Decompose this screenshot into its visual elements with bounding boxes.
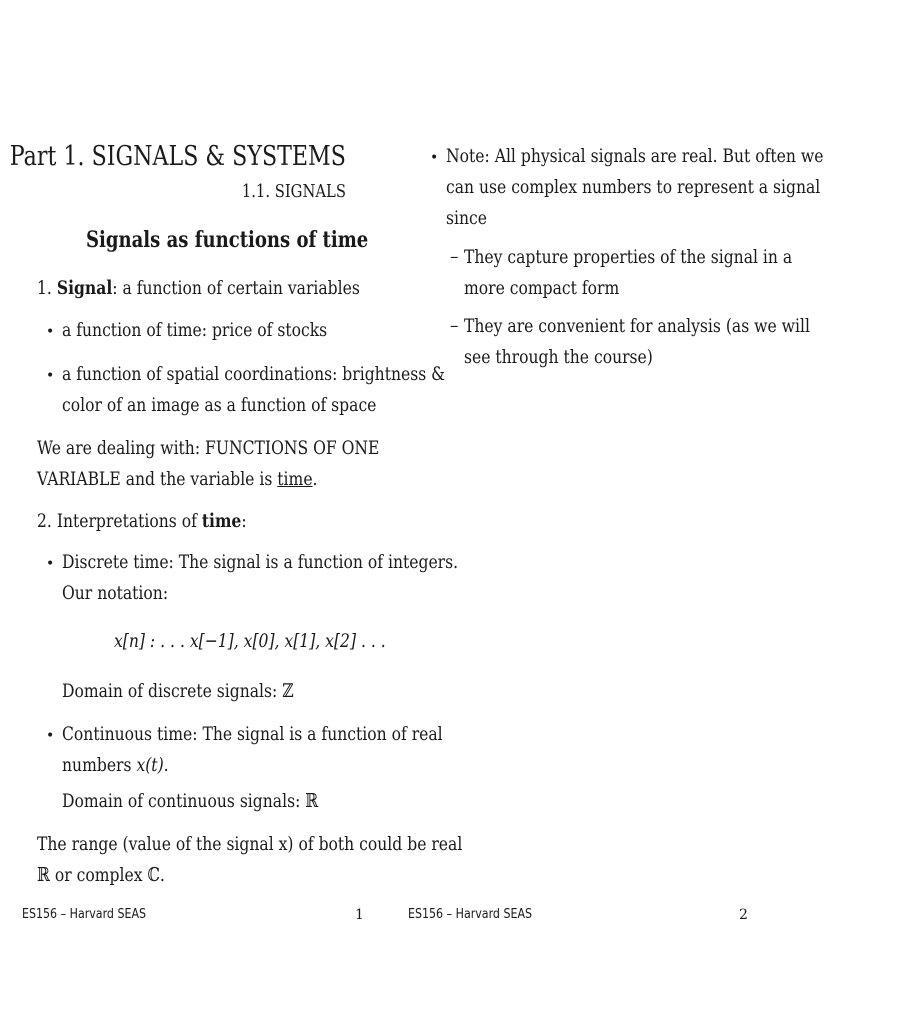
list-item-continuation: Our notation: (62, 582, 169, 604)
bullet-icon: • (46, 556, 55, 572)
list-item: a function of spatial coordinations: brightness & (62, 363, 446, 385)
section-heading: Signals as functions of time (86, 227, 369, 253)
item-1: 1. Signal: a function of certain variables (37, 277, 360, 299)
bullet-icon: • (430, 150, 439, 166)
paragraph-line: ℝ or complex ℂ. (37, 864, 165, 886)
list-item: Continuous time: The signal is a function of real (62, 723, 443, 745)
page-title: Part 1. SIGNALS & SYSTEMS (9, 141, 346, 172)
section-subtitle: 1.1. SIGNALS (241, 181, 346, 202)
list-item-continuation: color of an image as a function of space (62, 394, 377, 416)
list-item-continuation: numbers x(t). (62, 754, 169, 776)
page-number: 2 (739, 907, 748, 923)
sub-list-item: They are convenient for analysis (as we will (464, 315, 810, 337)
paragraph-line: VARIABLE and the variable is time. (37, 468, 318, 490)
dash-icon: – (450, 247, 459, 267)
note-line: can use complex numbers to represent a signal (446, 176, 821, 198)
discrete-domain: Domain of discrete signals: ℤ (62, 680, 294, 702)
bullet-icon: • (46, 324, 55, 340)
sub-list-item: They capture properties of the signal in a (464, 246, 793, 268)
paragraph-line: The range (value of the signal x) of both could be real (37, 833, 463, 855)
sub-list-item-continuation: more compact form (464, 277, 620, 299)
dash-icon: – (450, 316, 459, 336)
list-item: a function of time: price of stocks (62, 319, 328, 341)
paragraph-line: We are dealing with: FUNCTIONS OF ONE (37, 437, 380, 459)
note-line: since (446, 207, 487, 229)
bullet-icon: • (46, 728, 55, 744)
item-2: 2. Interpretations of time: (37, 510, 247, 532)
page-number: 1 (355, 907, 364, 923)
bullet-icon: • (46, 368, 55, 384)
note-line: Note: All physical signals are real. But often we (446, 145, 824, 167)
footer-text: ES156 – Harvard SEAS (22, 907, 147, 922)
slide-page-2 (384, 0, 824, 1024)
continuous-domain: Domain of continuous signals: ℝ (62, 790, 319, 812)
list-item: Discrete time: The signal is a function of integers. (62, 551, 459, 573)
footer-text: ES156 – Harvard SEAS (408, 907, 533, 922)
sub-list-item-continuation: see through the course) (464, 346, 653, 368)
discrete-formula: x[n] : . . . x[−1], x[0], x[1], x[2] . . . (114, 630, 386, 652)
